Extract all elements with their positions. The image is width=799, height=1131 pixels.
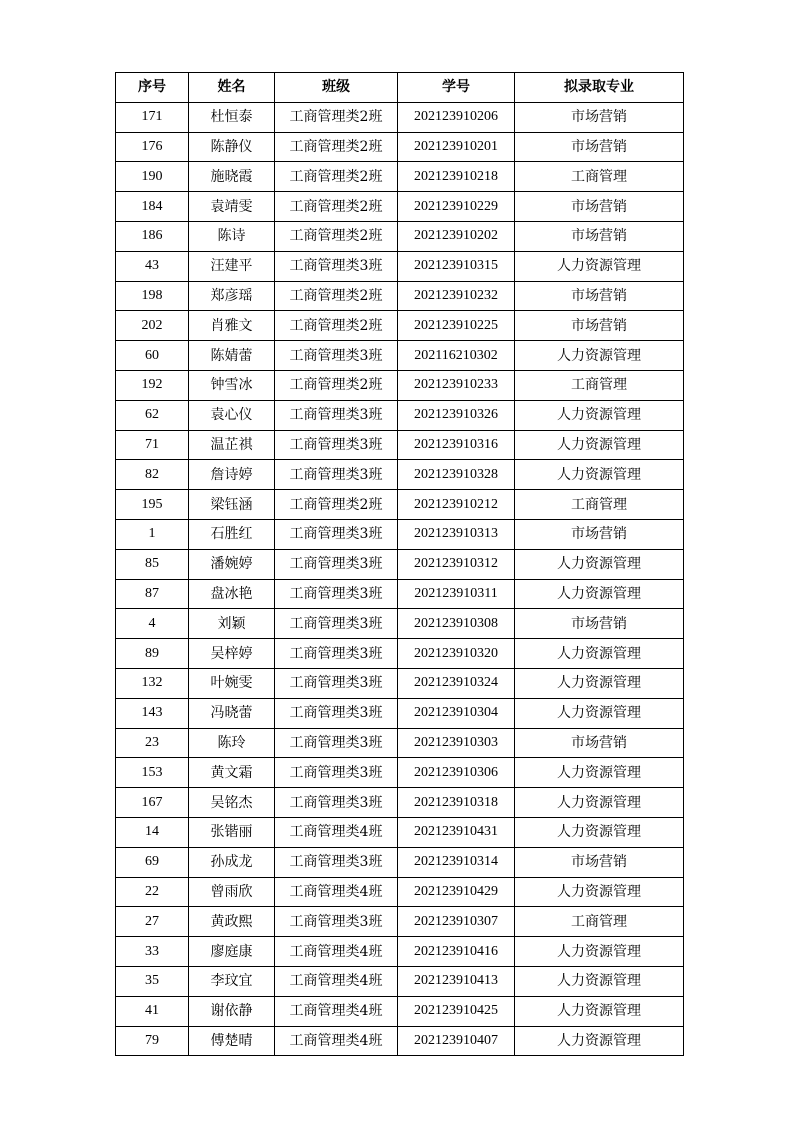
student-id-cell: 202123910308 <box>398 609 515 639</box>
serial-cell: 186 <box>116 221 189 251</box>
major-cell: 市场营销 <box>515 519 684 549</box>
header-row <box>116 73 684 103</box>
name-cell: 傅楚晴 <box>189 1026 275 1056</box>
student-id-cell: 202123910431 <box>398 817 515 847</box>
student-id-cell: 202123910304 <box>398 698 515 728</box>
student-id-cell: 202123910306 <box>398 758 515 788</box>
serial-cell: 1 <box>116 519 189 549</box>
name-cell: 陈玲 <box>189 728 275 758</box>
class-cell: 工商管理类2班 <box>275 132 398 162</box>
name-cell: 李玟宜 <box>189 966 275 996</box>
name-cell: 盘冰艳 <box>189 579 275 609</box>
student-id-cell: 202123910416 <box>398 937 515 967</box>
student-id-cell: 202123910328 <box>398 460 515 490</box>
table-row <box>116 341 684 371</box>
student-id-cell: 202123910315 <box>398 251 515 281</box>
major-cell: 市场营销 <box>515 728 684 758</box>
class-cell: 工商管理类4班 <box>275 996 398 1026</box>
major-cell: 市场营销 <box>515 132 684 162</box>
name-cell: 梁钰涵 <box>189 490 275 520</box>
table-row <box>116 788 684 818</box>
student-id-cell: 202123910303 <box>398 728 515 758</box>
serial-cell: 60 <box>116 341 189 371</box>
table-row <box>116 430 684 460</box>
table-row <box>116 907 684 937</box>
student-id-cell: 202123910413 <box>398 966 515 996</box>
student-id-cell: 202123910407 <box>398 1026 515 1056</box>
header-name: 姓名 <box>189 73 275 103</box>
name-cell: 刘颖 <box>189 609 275 639</box>
name-cell: 吴梓婷 <box>189 639 275 669</box>
name-cell: 詹诗婷 <box>189 460 275 490</box>
table-body <box>116 102 684 1056</box>
table-row <box>116 549 684 579</box>
student-id-cell: 202123910324 <box>398 668 515 698</box>
serial-cell: 62 <box>116 400 189 430</box>
major-cell: 人力资源管理 <box>515 1026 684 1056</box>
name-cell: 石胜红 <box>189 519 275 549</box>
name-cell: 袁靖雯 <box>189 192 275 222</box>
class-cell: 工商管理类3班 <box>275 639 398 669</box>
serial-cell: 192 <box>116 370 189 400</box>
student-id-cell: 202123910206 <box>398 102 515 132</box>
class-cell: 工商管理类3班 <box>275 341 398 371</box>
major-cell: 市场营销 <box>515 609 684 639</box>
serial-cell: 153 <box>116 758 189 788</box>
major-cell: 工商管理 <box>515 490 684 520</box>
class-cell: 工商管理类3班 <box>275 847 398 877</box>
name-cell: 曾雨欣 <box>189 877 275 907</box>
major-cell: 市场营销 <box>515 281 684 311</box>
major-cell: 工商管理 <box>515 370 684 400</box>
table-row <box>116 728 684 758</box>
serial-cell: 132 <box>116 668 189 698</box>
serial-cell: 198 <box>116 281 189 311</box>
table-row <box>116 668 684 698</box>
serial-cell: 143 <box>116 698 189 728</box>
serial-cell: 4 <box>116 609 189 639</box>
major-cell: 人力资源管理 <box>515 668 684 698</box>
major-cell: 人力资源管理 <box>515 341 684 371</box>
table-row <box>116 817 684 847</box>
serial-cell: 171 <box>116 102 189 132</box>
major-cell: 人力资源管理 <box>515 966 684 996</box>
name-cell: 叶婉雯 <box>189 668 275 698</box>
student-id-cell: 202123910316 <box>398 430 515 460</box>
class-cell: 工商管理类4班 <box>275 966 398 996</box>
name-cell: 施晓霞 <box>189 162 275 192</box>
admission-table <box>115 72 684 1056</box>
student-id-cell: 202123910201 <box>398 132 515 162</box>
table-row <box>116 877 684 907</box>
name-cell: 钟雪冰 <box>189 370 275 400</box>
student-id-cell: 202123910313 <box>398 519 515 549</box>
student-id-cell: 202123910233 <box>398 370 515 400</box>
major-cell: 人力资源管理 <box>515 817 684 847</box>
major-cell: 人力资源管理 <box>515 937 684 967</box>
major-cell: 人力资源管理 <box>515 996 684 1026</box>
major-cell: 市场营销 <box>515 847 684 877</box>
major-cell: 人力资源管理 <box>515 877 684 907</box>
header-class: 班级 <box>275 73 398 103</box>
serial-cell: 82 <box>116 460 189 490</box>
table-row <box>116 609 684 639</box>
table-row <box>116 698 684 728</box>
table-row <box>116 996 684 1026</box>
class-cell: 工商管理类3班 <box>275 400 398 430</box>
serial-cell: 27 <box>116 907 189 937</box>
serial-cell: 167 <box>116 788 189 818</box>
table-row <box>116 192 684 222</box>
major-cell: 人力资源管理 <box>515 251 684 281</box>
major-cell: 人力资源管理 <box>515 788 684 818</box>
table-row <box>116 847 684 877</box>
class-cell: 工商管理类3班 <box>275 668 398 698</box>
serial-cell: 79 <box>116 1026 189 1056</box>
name-cell: 黄文霜 <box>189 758 275 788</box>
name-cell: 吴铭杰 <box>189 788 275 818</box>
student-id-cell: 202123910232 <box>398 281 515 311</box>
table-row <box>116 370 684 400</box>
student-id-cell: 202123910218 <box>398 162 515 192</box>
header-major: 拟录取专业 <box>515 73 684 103</box>
major-cell: 人力资源管理 <box>515 758 684 788</box>
class-cell: 工商管理类3班 <box>275 549 398 579</box>
student-id-cell: 202123910429 <box>398 877 515 907</box>
table-row <box>116 162 684 192</box>
name-cell: 郑彦瑶 <box>189 281 275 311</box>
major-cell: 人力资源管理 <box>515 549 684 579</box>
serial-cell: 89 <box>116 639 189 669</box>
serial-cell: 184 <box>116 192 189 222</box>
serial-cell: 33 <box>116 937 189 967</box>
name-cell: 张锴丽 <box>189 817 275 847</box>
table-row <box>116 460 684 490</box>
serial-cell: 190 <box>116 162 189 192</box>
serial-cell: 22 <box>116 877 189 907</box>
major-cell: 人力资源管理 <box>515 698 684 728</box>
table-row <box>116 1026 684 1056</box>
table-header <box>116 73 684 103</box>
class-cell: 工商管理类3班 <box>275 788 398 818</box>
serial-cell: 202 <box>116 311 189 341</box>
table-row <box>116 251 684 281</box>
name-cell: 袁心仪 <box>189 400 275 430</box>
student-id-cell: 202123910314 <box>398 847 515 877</box>
table-row <box>116 132 684 162</box>
name-cell: 谢依静 <box>189 996 275 1026</box>
student-id-cell: 202123910425 <box>398 996 515 1026</box>
student-id-cell: 202116210302 <box>398 341 515 371</box>
serial-cell: 69 <box>116 847 189 877</box>
serial-cell: 35 <box>116 966 189 996</box>
major-cell: 市场营销 <box>515 221 684 251</box>
major-cell: 市场营销 <box>515 311 684 341</box>
class-cell: 工商管理类2班 <box>275 281 398 311</box>
serial-cell: 23 <box>116 728 189 758</box>
table-row <box>116 519 684 549</box>
class-cell: 工商管理类4班 <box>275 817 398 847</box>
table-row <box>116 400 684 430</box>
table-row <box>116 490 684 520</box>
class-cell: 工商管理类2班 <box>275 192 398 222</box>
name-cell: 孙成龙 <box>189 847 275 877</box>
class-cell: 工商管理类3班 <box>275 698 398 728</box>
class-cell: 工商管理类2班 <box>275 102 398 132</box>
name-cell: 冯晓蕾 <box>189 698 275 728</box>
name-cell: 汪建平 <box>189 251 275 281</box>
class-cell: 工商管理类2班 <box>275 370 398 400</box>
serial-cell: 85 <box>116 549 189 579</box>
class-cell: 工商管理类3班 <box>275 758 398 788</box>
name-cell: 廖庭康 <box>189 937 275 967</box>
header-serial: 序号 <box>116 73 189 103</box>
name-cell: 肖雅文 <box>189 311 275 341</box>
student-id-cell: 202123910311 <box>398 579 515 609</box>
student-id-cell: 202123910202 <box>398 221 515 251</box>
class-cell: 工商管理类3班 <box>275 519 398 549</box>
class-cell: 工商管理类2班 <box>275 221 398 251</box>
major-cell: 人力资源管理 <box>515 430 684 460</box>
class-cell: 工商管理类4班 <box>275 937 398 967</box>
serial-cell: 71 <box>116 430 189 460</box>
serial-cell: 43 <box>116 251 189 281</box>
student-id-cell: 202123910326 <box>398 400 515 430</box>
serial-cell: 87 <box>116 579 189 609</box>
name-cell: 陈婧蕾 <box>189 341 275 371</box>
student-id-cell: 202123910229 <box>398 192 515 222</box>
table-row <box>116 281 684 311</box>
serial-cell: 195 <box>116 490 189 520</box>
major-cell: 人力资源管理 <box>515 579 684 609</box>
table-row <box>116 579 684 609</box>
table-row <box>116 311 684 341</box>
name-cell: 温芷祺 <box>189 430 275 460</box>
class-cell: 工商管理类3班 <box>275 579 398 609</box>
student-id-cell: 202123910320 <box>398 639 515 669</box>
serial-cell: 14 <box>116 817 189 847</box>
class-cell: 工商管理类3班 <box>275 907 398 937</box>
name-cell: 黄政熙 <box>189 907 275 937</box>
major-cell: 工商管理 <box>515 907 684 937</box>
major-cell: 人力资源管理 <box>515 460 684 490</box>
class-cell: 工商管理类2班 <box>275 311 398 341</box>
class-cell: 工商管理类3班 <box>275 728 398 758</box>
class-cell: 工商管理类3班 <box>275 251 398 281</box>
class-cell: 工商管理类2班 <box>275 490 398 520</box>
table-row <box>116 758 684 788</box>
major-cell: 人力资源管理 <box>515 639 684 669</box>
header-student-id: 学号 <box>398 73 515 103</box>
serial-cell: 41 <box>116 996 189 1026</box>
table-row <box>116 221 684 251</box>
student-id-cell: 202123910225 <box>398 311 515 341</box>
student-id-cell: 202123910307 <box>398 907 515 937</box>
class-cell: 工商管理类3班 <box>275 430 398 460</box>
serial-cell: 176 <box>116 132 189 162</box>
student-id-cell: 202123910212 <box>398 490 515 520</box>
class-cell: 工商管理类3班 <box>275 609 398 639</box>
name-cell: 杜恒泰 <box>189 102 275 132</box>
major-cell: 人力资源管理 <box>515 400 684 430</box>
table-row <box>116 639 684 669</box>
name-cell: 潘婉婷 <box>189 549 275 579</box>
class-cell: 工商管理类4班 <box>275 1026 398 1056</box>
table-row <box>116 102 684 132</box>
major-cell: 市场营销 <box>515 102 684 132</box>
table-row <box>116 937 684 967</box>
student-id-cell: 202123910312 <box>398 549 515 579</box>
table-row <box>116 966 684 996</box>
student-id-cell: 202123910318 <box>398 788 515 818</box>
name-cell: 陈静仪 <box>189 132 275 162</box>
name-cell: 陈诗 <box>189 221 275 251</box>
class-cell: 工商管理类4班 <box>275 877 398 907</box>
major-cell: 工商管理 <box>515 162 684 192</box>
class-cell: 工商管理类2班 <box>275 162 398 192</box>
class-cell: 工商管理类3班 <box>275 460 398 490</box>
major-cell: 市场营销 <box>515 192 684 222</box>
